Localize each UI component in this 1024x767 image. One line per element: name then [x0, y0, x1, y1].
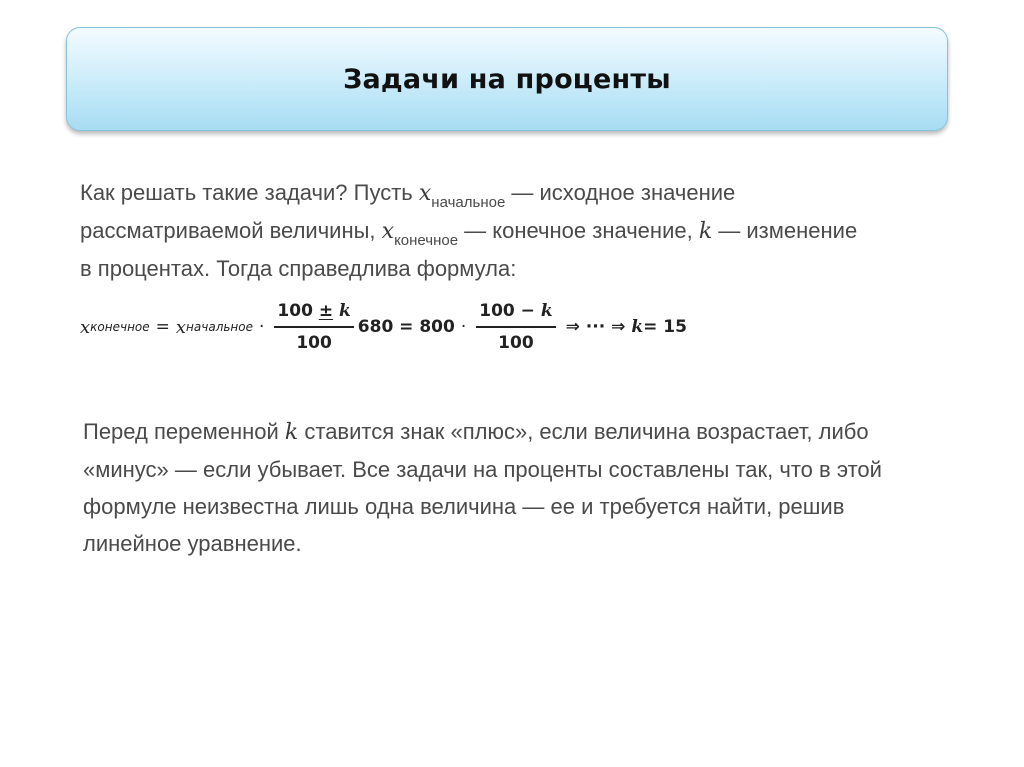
variable-k: k	[698, 219, 713, 244]
explanation-paragraph	[83, 413, 983, 562]
fraction-bar	[274, 326, 353, 328]
intro-text: — изменение	[712, 218, 858, 243]
variable-k: k	[284, 420, 299, 445]
numerator-k: k	[540, 301, 553, 322]
explanation-line-4: линейное уравнение.	[83, 531, 302, 556]
numerator-number: 100	[277, 301, 319, 322]
result-k: k	[631, 317, 644, 337]
explanation-text: Перед переменной	[83, 419, 285, 444]
intro-text: в процентах. Тогда справедлива формула:	[80, 256, 517, 281]
intro-paragraph	[80, 174, 960, 287]
formula-dot: ·	[259, 317, 265, 337]
implies-chain: ⇒ ··· ⇒	[565, 317, 626, 337]
intro-line-2	[80, 212, 960, 250]
intro-line-3	[80, 250, 960, 287]
plus-minus-sign: ±	[318, 301, 334, 322]
fraction-numerator	[274, 299, 353, 323]
variable-x: x	[418, 181, 432, 206]
fraction-example	[476, 299, 555, 355]
explanation-line-1	[83, 413, 983, 451]
result-value: = 15	[643, 317, 687, 337]
fraction-denominator: 100	[498, 332, 534, 353]
intro-text: Как решать такие задачи? Пусть	[80, 180, 419, 205]
fraction-numerator	[476, 299, 555, 323]
formula-x: x	[175, 316, 187, 338]
percent-formula: x конечное = x начальное · $\frac{100 \pm k}{100}$ 680 = 800 · $\frac{100 - k}{100}$ ⇒ ··· ⇒ k = 15	[80, 301, 687, 353]
numerator-k: k	[339, 301, 351, 322]
intro-text: рассматриваемой величины,	[80, 218, 382, 243]
explanation-text: ставится знак «плюс», если величина возрастает, либо	[298, 419, 869, 444]
example-equation: 680 = 800	[357, 317, 455, 337]
intro-line-1	[80, 174, 960, 212]
fraction-denominator: 100	[296, 332, 332, 353]
formula-x: x	[80, 316, 91, 338]
explanation-line-3: формуле неизвестна лишь одна величина — ее и требуется найти, решив	[83, 494, 845, 519]
subscript-initial: начальное	[431, 194, 506, 211]
intro-text: — исходное значение	[505, 180, 736, 205]
intro-text: — конечное значение,	[458, 218, 699, 243]
subscript-final: конечное	[394, 232, 459, 249]
numerator-number: 100 −	[479, 301, 541, 322]
page-title: Задачи на проценты	[343, 63, 671, 95]
fraction-bar	[476, 326, 555, 328]
fraction-general	[274, 299, 353, 355]
title-banner	[66, 27, 948, 131]
explanation-line-2: «минус» — если убывает. Все задачи на проценты составлены так, что в этой	[83, 457, 882, 482]
formula-dot: ·	[460, 317, 467, 337]
variable-x: x	[381, 219, 395, 244]
formula-equals: =	[155, 317, 170, 337]
